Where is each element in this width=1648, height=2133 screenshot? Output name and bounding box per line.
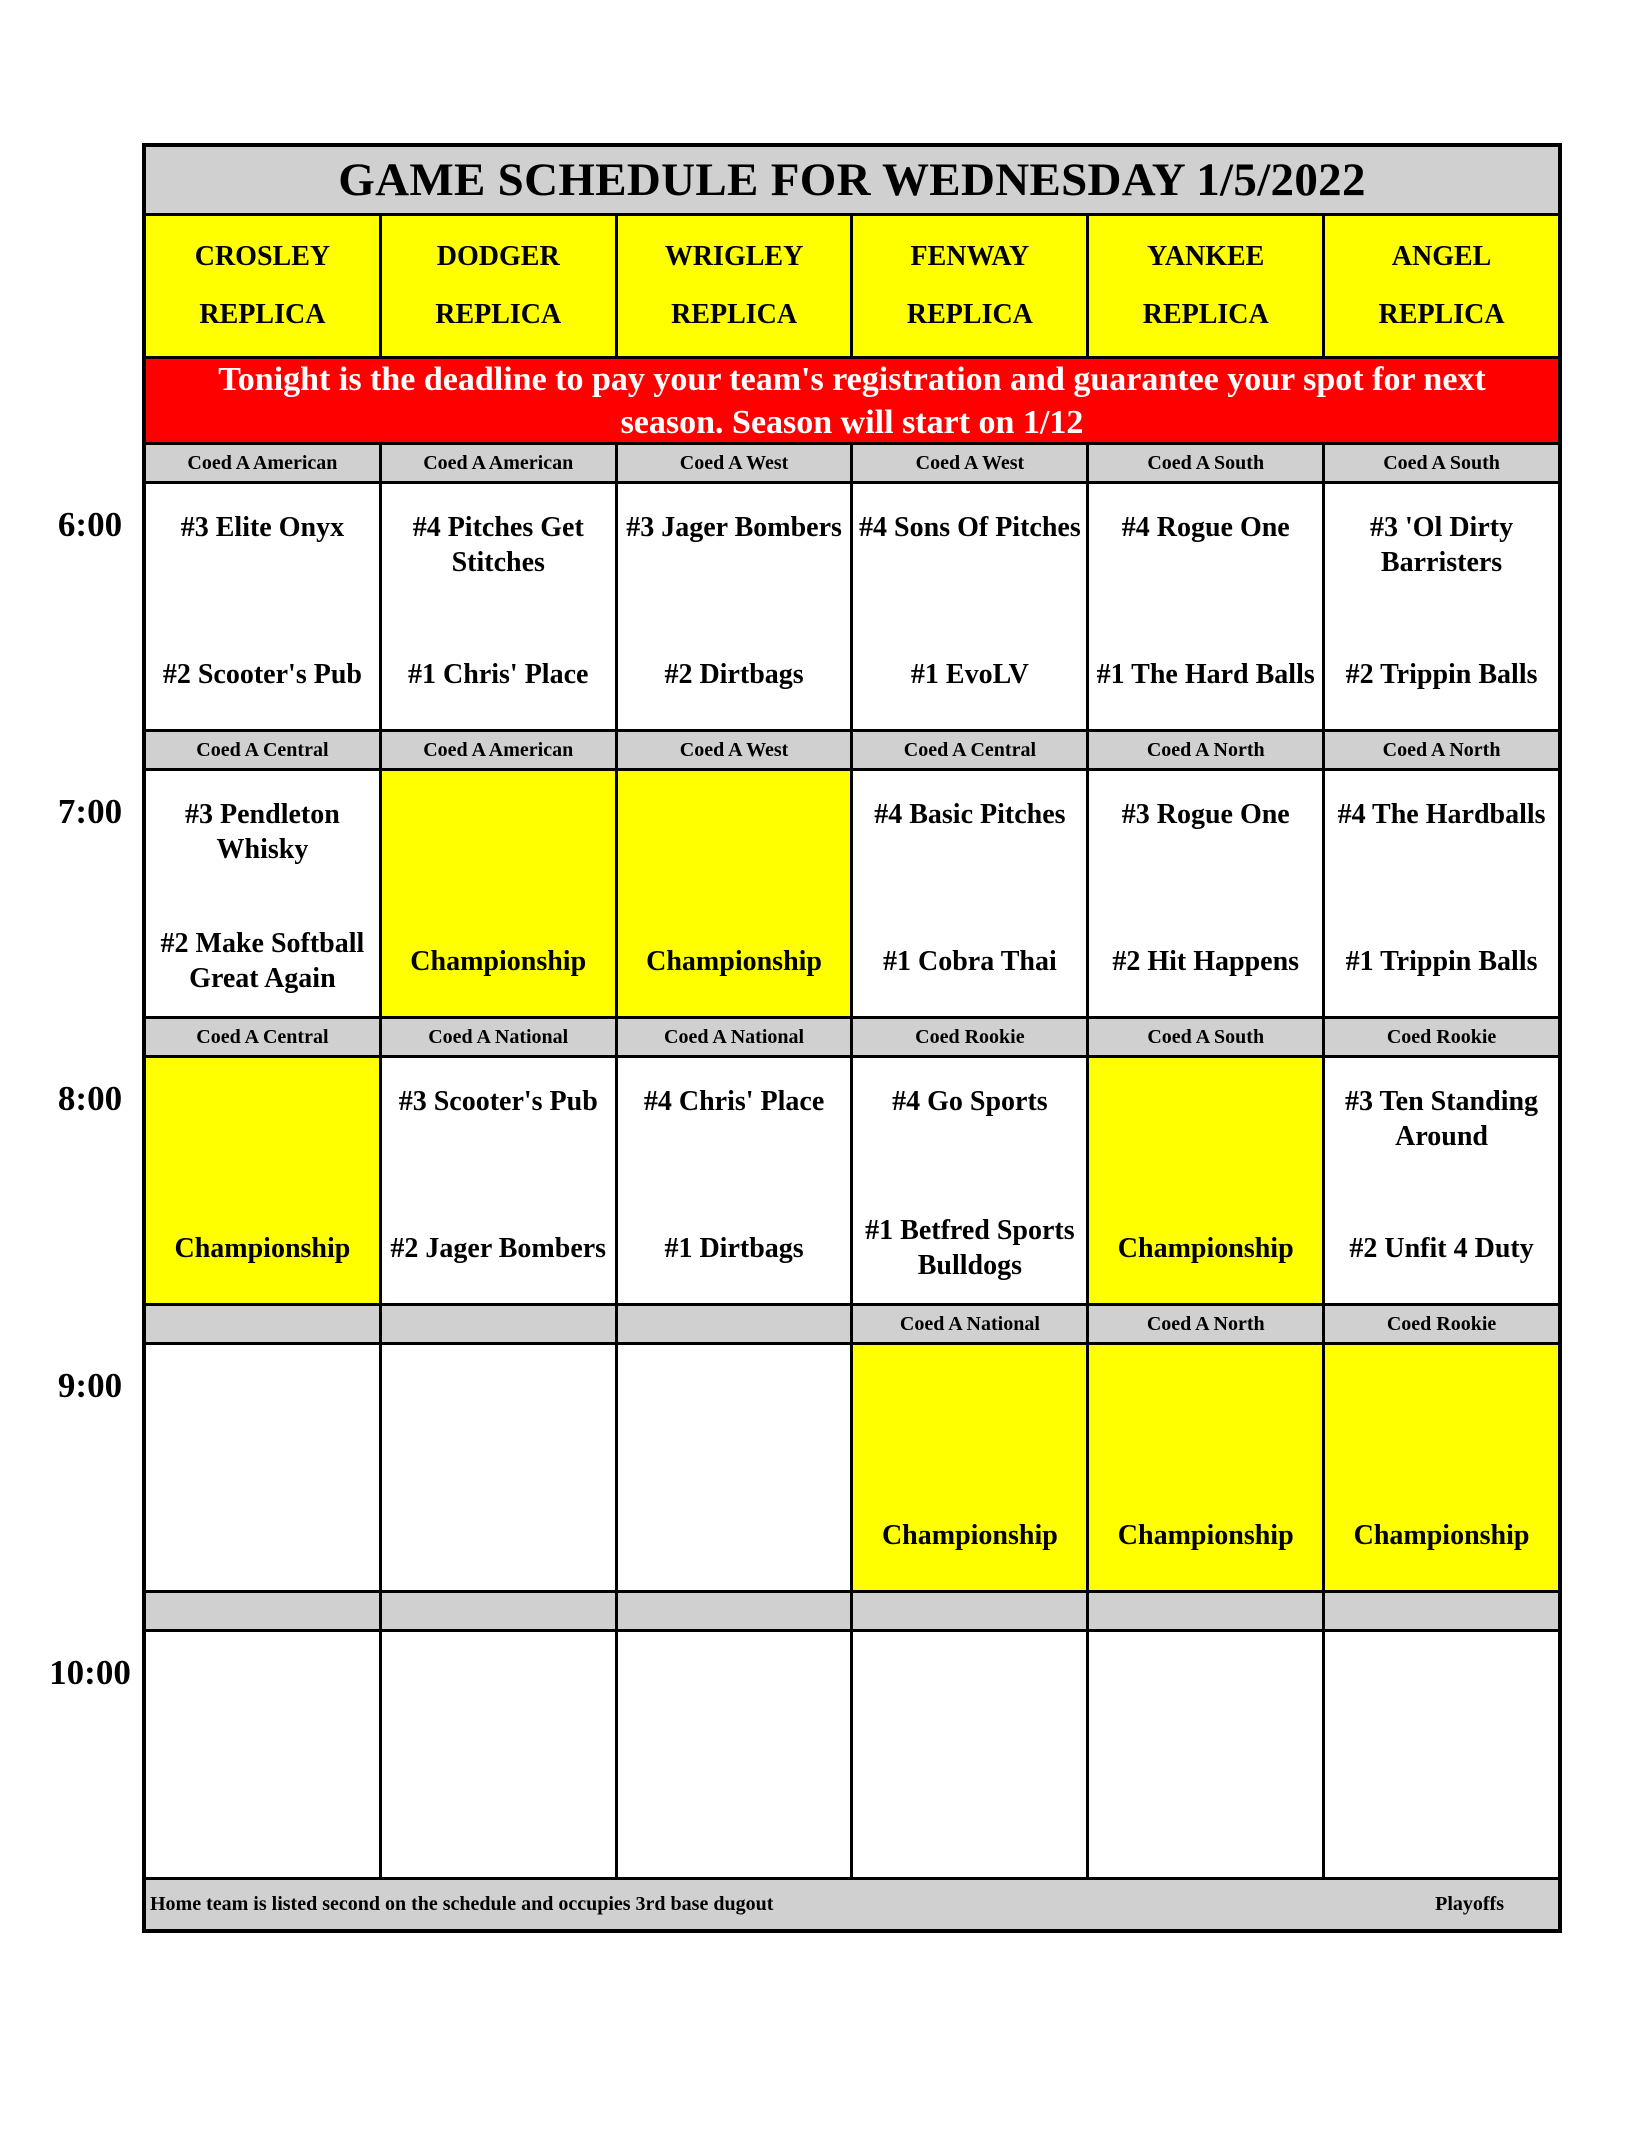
away-team bbox=[618, 1632, 851, 1768]
game-cell bbox=[382, 1058, 618, 1303]
division-label: Coed A North bbox=[1325, 732, 1558, 768]
home-team: #2 Jager Bombers bbox=[390, 1232, 607, 1264]
time-label: 9:00 bbox=[57, 1366, 123, 1405]
game-row bbox=[146, 1632, 1558, 1880]
game-cell bbox=[146, 1632, 382, 1877]
game-cell bbox=[1325, 771, 1558, 1016]
venue-header bbox=[1089, 216, 1325, 356]
game-cell bbox=[853, 1345, 1089, 1590]
division-row bbox=[146, 1019, 1558, 1058]
away-team: #4 Go Sports bbox=[892, 1086, 1048, 1117]
championship-label: Championship bbox=[1353, 1519, 1530, 1551]
venue-type: REPLICA bbox=[906, 299, 1033, 330]
away-team: #4 The Hardballs bbox=[1337, 799, 1546, 830]
game-cell bbox=[618, 771, 854, 1016]
division-label: Coed A American bbox=[382, 732, 618, 768]
home-team: #2 Scooter's Pub bbox=[162, 658, 362, 690]
home-team: #1 Betfred Sports Bulldogs bbox=[865, 1215, 1075, 1282]
home-team: #1 Trippin Balls bbox=[1345, 945, 1538, 977]
home-team bbox=[618, 1768, 851, 1878]
game-cell bbox=[1089, 1345, 1325, 1590]
division-label bbox=[1089, 1593, 1325, 1629]
game-row bbox=[146, 484, 1558, 732]
away-team: #4 Rogue One bbox=[1121, 512, 1290, 543]
away-team bbox=[1089, 1058, 1322, 1194]
game-row bbox=[146, 1345, 1558, 1593]
time-label: 6:00 bbox=[57, 505, 123, 544]
schedule-footer bbox=[146, 1880, 1558, 1929]
venue-header bbox=[853, 216, 1089, 356]
away-team: #3 Ten Standing Around bbox=[1345, 1086, 1539, 1152]
venue-type: REPLICA bbox=[199, 299, 326, 330]
home-team bbox=[146, 1481, 379, 1591]
away-team bbox=[853, 1345, 1086, 1481]
home-team bbox=[382, 1481, 615, 1591]
division-label: Coed A Central bbox=[146, 732, 382, 768]
game-cell bbox=[1325, 1058, 1558, 1303]
time-label: 7:00 bbox=[57, 792, 123, 831]
away-team bbox=[618, 1345, 851, 1481]
game-cell bbox=[1089, 484, 1325, 729]
division-label bbox=[853, 1593, 1089, 1629]
away-team bbox=[618, 771, 851, 907]
division-label bbox=[1325, 1593, 1558, 1629]
division-label bbox=[382, 1593, 618, 1629]
division-label: Coed A American bbox=[382, 445, 618, 481]
timeslot-rows bbox=[146, 445, 1558, 1880]
championship-label: Championship bbox=[646, 945, 822, 977]
division-row bbox=[146, 445, 1558, 484]
home-team: #2 Trippin Balls bbox=[1345, 658, 1538, 690]
deadline-banner: Tonight is the deadline to pay your team's registration and guarantee your spot for next season. Season will start on 1/12 bbox=[146, 359, 1558, 445]
game-cell bbox=[618, 1058, 854, 1303]
home-team bbox=[382, 1768, 615, 1878]
venue-header bbox=[146, 216, 382, 356]
away-team: #4 Pitches Get Stitches bbox=[412, 512, 584, 578]
division-label bbox=[618, 1306, 854, 1342]
away-team bbox=[382, 1345, 615, 1481]
game-cell bbox=[146, 1345, 382, 1590]
away-team bbox=[382, 1632, 615, 1768]
home-team: #1 The Hard Balls bbox=[1096, 658, 1315, 690]
away-team: #4 Chris' Place bbox=[643, 1086, 825, 1117]
division-label bbox=[382, 1306, 618, 1342]
venue-header bbox=[1325, 216, 1558, 356]
game-cell bbox=[146, 771, 382, 1016]
home-team: #2 Hit Happens bbox=[1112, 945, 1300, 977]
away-team bbox=[382, 771, 615, 907]
venue-name: CROSLEY bbox=[194, 241, 331, 272]
venue-name: DODGER bbox=[436, 241, 560, 272]
division-label bbox=[146, 1306, 382, 1342]
home-team: #1 EvoLV bbox=[910, 658, 1029, 690]
game-cell bbox=[382, 1632, 618, 1877]
venue-header bbox=[618, 216, 854, 356]
division-label: Coed A North bbox=[1089, 732, 1325, 768]
home-team: #2 Dirtbags bbox=[664, 658, 804, 690]
division-label: Coed A South bbox=[1325, 445, 1558, 481]
game-cell bbox=[1325, 484, 1558, 729]
home-team bbox=[146, 1768, 379, 1878]
schedule-table bbox=[142, 143, 1562, 1933]
venue-header-row bbox=[146, 216, 1558, 359]
game-cell bbox=[1089, 1632, 1325, 1877]
venue-type: REPLICA bbox=[671, 299, 798, 330]
division-label: Coed A National bbox=[382, 1019, 618, 1055]
championship-label: Championship bbox=[881, 1519, 1058, 1551]
venue-name: FENWAY bbox=[910, 241, 1030, 272]
division-label: Coed A National bbox=[853, 1306, 1089, 1342]
division-row bbox=[146, 1593, 1558, 1632]
game-cell bbox=[853, 771, 1089, 1016]
home-team: #2 Unfit 4 Duty bbox=[1349, 1232, 1534, 1264]
championship-label: Championship bbox=[174, 1232, 351, 1264]
division-label: Coed A West bbox=[618, 445, 854, 481]
time-label: 10:00 bbox=[49, 1653, 131, 1692]
game-cell bbox=[1089, 771, 1325, 1016]
game-cell bbox=[382, 771, 618, 1016]
game-cell bbox=[1089, 1058, 1325, 1303]
away-team bbox=[146, 1345, 379, 1481]
venue-header bbox=[382, 216, 618, 356]
away-team bbox=[1325, 1345, 1558, 1481]
division-label: Coed A American bbox=[146, 445, 382, 481]
away-team bbox=[146, 1058, 379, 1194]
time-label: 8:00 bbox=[57, 1079, 123, 1118]
division-label bbox=[146, 1593, 382, 1629]
division-label: Coed A Central bbox=[853, 732, 1089, 768]
home-team bbox=[618, 1481, 851, 1591]
division-label: Coed A Central bbox=[146, 1019, 382, 1055]
home-team bbox=[1325, 1768, 1558, 1878]
championship-label: Championship bbox=[410, 945, 587, 977]
division-label: Coed A West bbox=[618, 732, 854, 768]
home-team: #1 Cobra Thai bbox=[883, 945, 1057, 977]
game-cell bbox=[146, 1058, 382, 1303]
away-team: #3 'Ol Dirty Barristers bbox=[1370, 512, 1514, 578]
game-cell bbox=[853, 484, 1089, 729]
game-cell bbox=[382, 484, 618, 729]
championship-label: Championship bbox=[1117, 1519, 1294, 1551]
schedule-title: GAME SCHEDULE FOR WEDNESDAY 1/5/2022 bbox=[146, 147, 1558, 216]
away-team bbox=[853, 1632, 1086, 1768]
away-team bbox=[1325, 1632, 1558, 1768]
game-row bbox=[146, 771, 1558, 1019]
venue-type: REPLICA bbox=[1142, 299, 1269, 330]
division-label: Coed Rookie bbox=[1325, 1019, 1558, 1055]
division-label: Coed A South bbox=[1089, 1019, 1325, 1055]
venue-name: WRIGLEY bbox=[664, 241, 804, 272]
venue-type: REPLICA bbox=[435, 299, 562, 330]
away-team: #4 Basic Pitches bbox=[874, 799, 1066, 830]
home-team: #1 Chris' Place bbox=[408, 658, 589, 690]
venue-name: YANKEE bbox=[1147, 241, 1265, 272]
venue-name: ANGEL bbox=[1391, 241, 1492, 272]
home-team bbox=[1089, 1768, 1322, 1878]
away-team bbox=[1089, 1632, 1322, 1768]
away-team: #3 Jager Bombers bbox=[626, 512, 842, 543]
division-label: Coed A South bbox=[1089, 445, 1325, 481]
game-row bbox=[146, 1058, 1558, 1306]
division-label: Coed Rookie bbox=[853, 1019, 1089, 1055]
division-label: Coed A West bbox=[853, 445, 1089, 481]
away-team bbox=[1089, 1345, 1322, 1481]
division-row bbox=[146, 1306, 1558, 1345]
home-team: #1 Dirtbags bbox=[664, 1232, 804, 1264]
game-cell bbox=[618, 1632, 854, 1877]
division-label: Coed A National bbox=[618, 1019, 854, 1055]
game-cell bbox=[618, 484, 854, 729]
championship-label: Championship bbox=[1117, 1232, 1294, 1264]
game-cell bbox=[853, 1058, 1089, 1303]
game-cell bbox=[1325, 1345, 1558, 1590]
game-cell bbox=[1325, 1632, 1558, 1877]
venue-type: REPLICA bbox=[1378, 299, 1505, 330]
home-team bbox=[853, 1768, 1086, 1878]
division-label bbox=[618, 1593, 854, 1629]
game-cell bbox=[146, 484, 382, 729]
away-team: #3 Elite Onyx bbox=[180, 512, 345, 543]
away-team bbox=[146, 1632, 379, 1768]
home-team: #2 Make Softball Great Again bbox=[160, 928, 365, 995]
division-row bbox=[146, 732, 1558, 771]
division-label: Coed A North bbox=[1089, 1306, 1325, 1342]
away-team: #3 Pendleton Whisky bbox=[185, 799, 340, 865]
away-team: #4 Sons Of Pitches bbox=[859, 512, 1081, 543]
home-team-note: Home team is listed second on the schedule and occupies 3rd base dugout bbox=[150, 1893, 774, 1915]
game-cell bbox=[382, 1345, 618, 1590]
playoffs-legend: Playoffs bbox=[1435, 1893, 1504, 1915]
away-team: #3 Rogue One bbox=[1121, 799, 1290, 830]
game-cell bbox=[618, 1345, 854, 1590]
division-label: Coed Rookie bbox=[1325, 1306, 1558, 1342]
game-cell bbox=[853, 1632, 1089, 1877]
away-team: #3 Scooter's Pub bbox=[398, 1086, 598, 1117]
